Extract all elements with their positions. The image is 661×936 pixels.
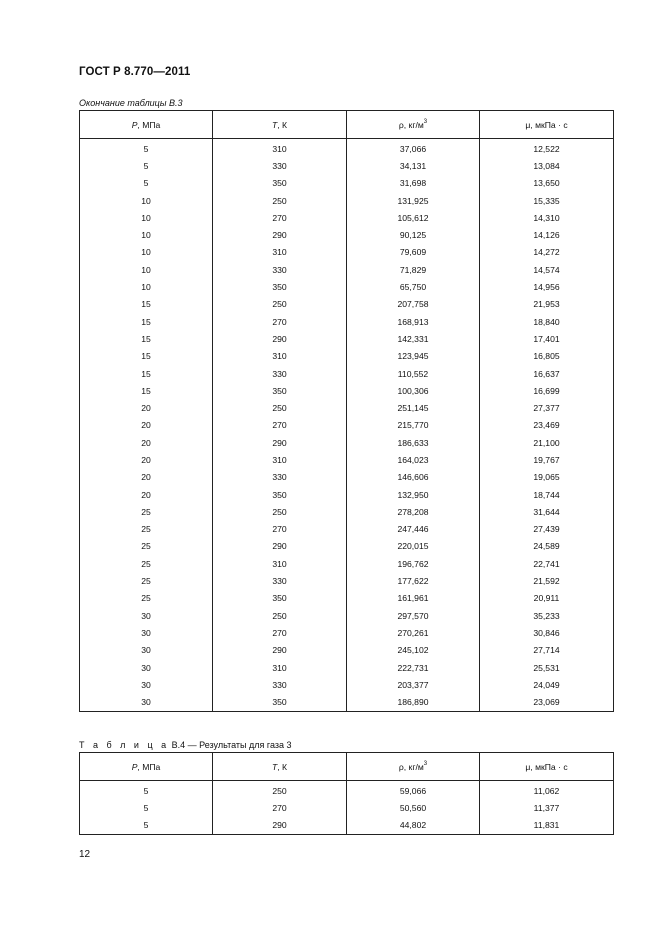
- cell-pressure: 20: [80, 469, 213, 486]
- cell-density: 177,622: [347, 572, 480, 589]
- column-header-viscosity: μ, мкПа · с: [480, 111, 614, 139]
- table-header-row: [80, 111, 614, 139]
- cell-pressure: 20: [80, 417, 213, 434]
- cell-temperature: 350: [213, 175, 347, 192]
- cell-density: 245,102: [347, 642, 480, 659]
- results-table-b3: [79, 110, 614, 712]
- cell-density: 71,829: [347, 261, 480, 278]
- table-row: [80, 382, 614, 399]
- cell-temperature: 330: [213, 676, 347, 693]
- table-row: [80, 209, 614, 226]
- column-header-density: ρ, $кг/м^3$: [347, 753, 480, 781]
- cell-viscosity: 25,531: [480, 659, 614, 676]
- cell-temperature: 270: [213, 624, 347, 641]
- table-row: [80, 624, 614, 641]
- table-row: [80, 781, 614, 800]
- cell-pressure: 10: [80, 209, 213, 226]
- cell-density: 247,446: [347, 521, 480, 538]
- cell-pressure: 15: [80, 365, 213, 382]
- cell-density: 65,750: [347, 278, 480, 295]
- cell-density: 50,560: [347, 799, 480, 816]
- cell-pressure: 20: [80, 486, 213, 503]
- cell-pressure: 30: [80, 694, 213, 712]
- cell-viscosity: 15,335: [480, 192, 614, 209]
- cell-density: 31,698: [347, 175, 480, 192]
- page-number: 12: [79, 849, 91, 860]
- cell-pressure: 25: [80, 521, 213, 538]
- cell-pressure: 5: [80, 817, 213, 835]
- cell-pressure: 30: [80, 607, 213, 624]
- cell-pressure: 10: [80, 226, 213, 243]
- cell-viscosity: 19,767: [480, 451, 614, 468]
- cell-viscosity: 23,069: [480, 694, 614, 712]
- table-row: [80, 642, 614, 659]
- cell-pressure: 30: [80, 659, 213, 676]
- cell-temperature: 310: [213, 451, 347, 468]
- column-header-temperature: T, К: [213, 753, 347, 781]
- cell-pressure: 20: [80, 451, 213, 468]
- table-row: [80, 313, 614, 330]
- table-row: [80, 521, 614, 538]
- column-header-viscosity: μ, мкПа · с: [480, 753, 614, 781]
- cell-density: 100,306: [347, 382, 480, 399]
- cell-density: 142,331: [347, 330, 480, 347]
- cell-density: 278,208: [347, 503, 480, 520]
- cell-temperature: 250: [213, 192, 347, 209]
- table-row: [80, 434, 614, 451]
- cell-viscosity: 24,589: [480, 538, 614, 555]
- table-caption-continued: Окончание таблицы В.3: [79, 98, 183, 108]
- cell-viscosity: 30,846: [480, 624, 614, 641]
- cell-viscosity: 11,831: [480, 817, 614, 835]
- cell-temperature: 310: [213, 348, 347, 365]
- cell-density: 196,762: [347, 555, 480, 572]
- table-caption-b4: Т а б л и ц а В.4 — Результаты для газа 3: [79, 740, 292, 750]
- cell-density: 79,609: [347, 244, 480, 261]
- cell-pressure: 5: [80, 799, 213, 816]
- cell-density: 215,770: [347, 417, 480, 434]
- cell-viscosity: 14,574: [480, 261, 614, 278]
- cell-viscosity: 31,644: [480, 503, 614, 520]
- cell-temperature: 310: [213, 555, 347, 572]
- cell-temperature: 350: [213, 278, 347, 295]
- cell-viscosity: 11,062: [480, 781, 614, 800]
- table-row: [80, 365, 614, 382]
- table-row: [80, 399, 614, 416]
- cell-temperature: 290: [213, 538, 347, 555]
- table-row: [80, 330, 614, 347]
- cell-temperature: 330: [213, 365, 347, 382]
- table-row: [80, 139, 614, 158]
- cell-temperature: 350: [213, 486, 347, 503]
- cell-density: 203,377: [347, 676, 480, 693]
- cell-viscosity: 20,911: [480, 590, 614, 607]
- cell-viscosity: 12,522: [480, 139, 614, 158]
- cell-density: 110,552: [347, 365, 480, 382]
- cell-temperature: 350: [213, 590, 347, 607]
- column-header-density: ρ, $кг/м^3$: [347, 111, 480, 139]
- cell-viscosity: 27,377: [480, 399, 614, 416]
- cell-density: 34,131: [347, 157, 480, 174]
- cell-temperature: 250: [213, 399, 347, 416]
- table-row: [80, 694, 614, 712]
- cell-viscosity: 18,840: [480, 313, 614, 330]
- document-header: ГОСТ Р 8.770—2011: [79, 66, 191, 78]
- cell-temperature: 330: [213, 469, 347, 486]
- cell-pressure: 10: [80, 261, 213, 278]
- cell-pressure: 15: [80, 348, 213, 365]
- cell-temperature: 330: [213, 261, 347, 278]
- cell-viscosity: 27,439: [480, 521, 614, 538]
- table-row: [80, 226, 614, 243]
- cell-viscosity: 13,650: [480, 175, 614, 192]
- table-row: [80, 244, 614, 261]
- cell-density: 270,261: [347, 624, 480, 641]
- table-row: [80, 607, 614, 624]
- cell-density: 186,633: [347, 434, 480, 451]
- cell-density: 105,612: [347, 209, 480, 226]
- cell-density: 251,145: [347, 399, 480, 416]
- cell-pressure: 20: [80, 399, 213, 416]
- column-header-temperature: T, К: [213, 111, 347, 139]
- cell-temperature: 250: [213, 503, 347, 520]
- cell-temperature: 290: [213, 817, 347, 835]
- cell-viscosity: 16,805: [480, 348, 614, 365]
- cell-pressure: 30: [80, 624, 213, 641]
- cell-density: 164,023: [347, 451, 480, 468]
- cell-temperature: 270: [213, 799, 347, 816]
- cell-viscosity: 35,233: [480, 607, 614, 624]
- cell-temperature: 290: [213, 434, 347, 451]
- cell-viscosity: 14,956: [480, 278, 614, 295]
- cell-density: 220,015: [347, 538, 480, 555]
- cell-density: 297,570: [347, 607, 480, 624]
- table-row: [80, 261, 614, 278]
- cell-pressure: 25: [80, 572, 213, 589]
- cell-viscosity: 13,084: [480, 157, 614, 174]
- cell-temperature: 250: [213, 607, 347, 624]
- cell-temperature: 250: [213, 296, 347, 313]
- table-row: [80, 538, 614, 555]
- cell-density: 132,950: [347, 486, 480, 503]
- table-row: [80, 659, 614, 676]
- cell-viscosity: 11,377: [480, 799, 614, 816]
- cell-pressure: 10: [80, 278, 213, 295]
- cell-temperature: 310: [213, 139, 347, 158]
- table-row: [80, 451, 614, 468]
- cell-pressure: 15: [80, 313, 213, 330]
- cell-viscosity: 24,049: [480, 676, 614, 693]
- cell-density: 222,731: [347, 659, 480, 676]
- column-header-pressure: P, МПа: [80, 111, 213, 139]
- cell-viscosity: 16,699: [480, 382, 614, 399]
- column-header-pressure: P, МПа: [80, 753, 213, 781]
- cell-temperature: 330: [213, 157, 347, 174]
- cell-viscosity: 18,744: [480, 486, 614, 503]
- cell-temperature: 250: [213, 781, 347, 800]
- table-row: [80, 469, 614, 486]
- cell-pressure: 5: [80, 157, 213, 174]
- cell-temperature: 350: [213, 694, 347, 712]
- cell-temperature: 270: [213, 313, 347, 330]
- cell-pressure: 15: [80, 330, 213, 347]
- cell-pressure: 5: [80, 175, 213, 192]
- cell-pressure: 25: [80, 590, 213, 607]
- cell-pressure: 5: [80, 139, 213, 158]
- cell-pressure: 5: [80, 781, 213, 800]
- cell-pressure: 10: [80, 244, 213, 261]
- cell-viscosity: 14,310: [480, 209, 614, 226]
- cell-viscosity: 17,401: [480, 330, 614, 347]
- cell-viscosity: 23,469: [480, 417, 614, 434]
- cell-density: 131,925: [347, 192, 480, 209]
- cell-temperature: 310: [213, 659, 347, 676]
- cell-temperature: 270: [213, 417, 347, 434]
- cell-pressure: 25: [80, 555, 213, 572]
- cell-viscosity: 21,100: [480, 434, 614, 451]
- cell-viscosity: 14,126: [480, 226, 614, 243]
- cell-pressure: 25: [80, 503, 213, 520]
- cell-density: 207,758: [347, 296, 480, 313]
- cell-density: 168,913: [347, 313, 480, 330]
- table-row: [80, 676, 614, 693]
- cell-pressure: 15: [80, 296, 213, 313]
- cell-pressure: 15: [80, 382, 213, 399]
- cell-pressure: 30: [80, 642, 213, 659]
- table-row: [80, 555, 614, 572]
- table-header-row: [80, 753, 614, 781]
- cell-temperature: 270: [213, 521, 347, 538]
- cell-temperature: 310: [213, 244, 347, 261]
- table-row: [80, 486, 614, 503]
- table-row: [80, 192, 614, 209]
- cell-viscosity: 21,592: [480, 572, 614, 589]
- cell-temperature: 270: [213, 209, 347, 226]
- cell-pressure: 10: [80, 192, 213, 209]
- cell-pressure: 25: [80, 538, 213, 555]
- table-row: [80, 503, 614, 520]
- table-row: [80, 348, 614, 365]
- cell-viscosity: 21,953: [480, 296, 614, 313]
- cell-temperature: 330: [213, 572, 347, 589]
- cell-viscosity: 16,637: [480, 365, 614, 382]
- cell-density: 90,125: [347, 226, 480, 243]
- table-row: [80, 590, 614, 607]
- cell-temperature: 350: [213, 382, 347, 399]
- cell-density: 161,961: [347, 590, 480, 607]
- cell-density: 37,066: [347, 139, 480, 158]
- cell-density: 186,890: [347, 694, 480, 712]
- cell-density: 59,066: [347, 781, 480, 800]
- cell-density: 146,606: [347, 469, 480, 486]
- table-row: [80, 572, 614, 589]
- cell-temperature: 290: [213, 226, 347, 243]
- table-row: [80, 175, 614, 192]
- cell-pressure: 30: [80, 676, 213, 693]
- results-table-b4: [79, 752, 614, 835]
- cell-temperature: 290: [213, 642, 347, 659]
- cell-temperature: 290: [213, 330, 347, 347]
- table-row: [80, 817, 614, 835]
- cell-viscosity: 22,741: [480, 555, 614, 572]
- cell-viscosity: 14,272: [480, 244, 614, 261]
- cell-viscosity: 19,065: [480, 469, 614, 486]
- cell-density: 123,945: [347, 348, 480, 365]
- cell-viscosity: 27,714: [480, 642, 614, 659]
- table-row: [80, 296, 614, 313]
- cell-pressure: 20: [80, 434, 213, 451]
- cell-density: 44,802: [347, 817, 480, 835]
- table-row: [80, 157, 614, 174]
- table-row: [80, 417, 614, 434]
- table-row: [80, 278, 614, 295]
- table-row: [80, 799, 614, 816]
